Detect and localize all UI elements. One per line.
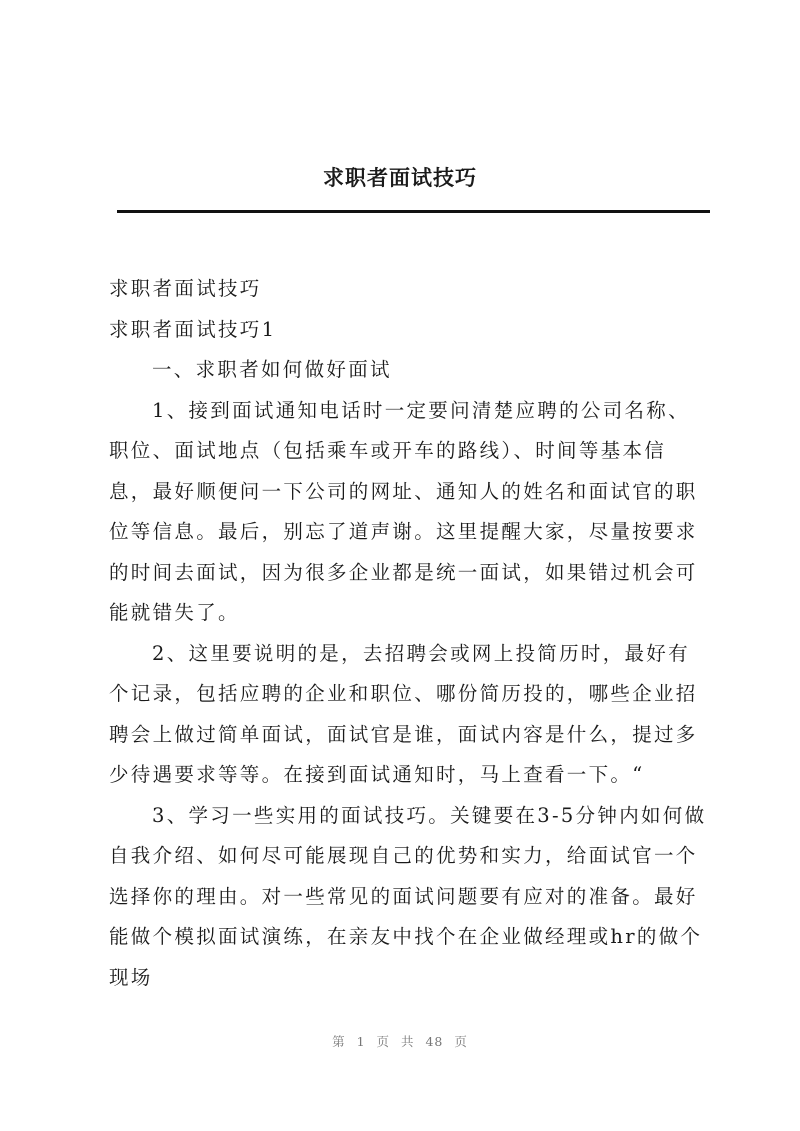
document-body [109, 269, 709, 998]
paragraph: 3、学习一些实用的面试技巧。关键要在3-5分钟内如何做自我介绍、如何尽可能展现自己的优势和实力，给面试官一个选择你的理由。对一些常见的面试问题要有应对的准备。最好能做个模拟面试演练，在亲友中找个在企业做经理或hr的做个现场 [109, 803, 707, 989]
section-heading: 一、求职者如何做好面试 [152, 358, 392, 381]
paragraph: 1、接到面试通知电话时一定要问清楚应聘的公司名称、职位、面试地点（包括乘车或开车的路线）、时间等基本信息，最好顺便问一下公司的网址、通知人的姓名和面试官的职位等信息。最后，别忘了道声谢。这里提醒大家，尽量按要求的时间去面试，因为很多企业都是统一面试，如果错过机会可能就错失了。 [109, 398, 698, 624]
paragraph: 2、这里要说明的是，去招聘会或网上投简历时，最好有个记录，包括应聘的企业和职位、哪份简历投的，哪些企业招聘会上做过简单面试，面试官是谁，面试内容是什么，提过多少待遇要求等等。在接到面试通知时，马上查看一下。“ [109, 641, 698, 786]
body-line: 求职者面试技巧1 [109, 317, 277, 341]
title-divider [117, 210, 710, 213]
page-footer: 第 1 页 共 48 页 [332, 1034, 468, 1049]
body-line: 求职者面试技巧 [109, 277, 262, 300]
document-title: 求职者面试技巧 [323, 165, 477, 190]
